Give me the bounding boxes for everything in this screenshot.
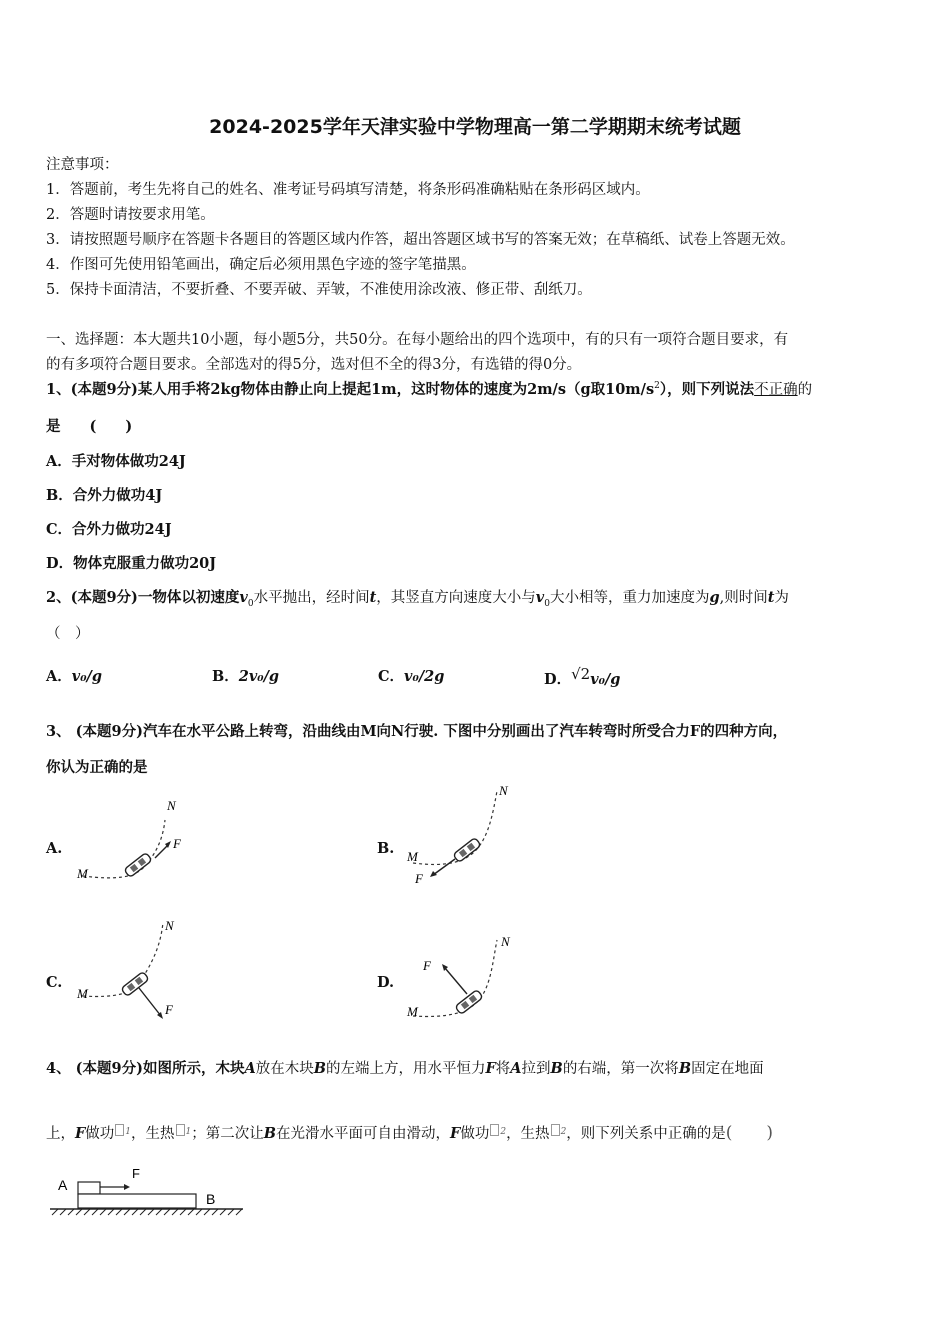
block-b <box>78 1194 196 1208</box>
question-3-option-a-label: A. <box>46 840 63 857</box>
force-arrowhead <box>124 1184 130 1190</box>
force-arrow <box>445 968 467 994</box>
question-3-option-b-label: B. <box>377 840 395 857</box>
question-3-option-d-label: D. <box>377 974 395 991</box>
label-f: F <box>415 871 423 886</box>
question-1-option-a: A．手对物体做功24J <box>46 453 186 470</box>
notice-item: 2．答题时请按要求用笔。 <box>46 207 215 223</box>
label-m: M <box>407 849 418 864</box>
question-3-stem-line2: 你认为正确的是 <box>46 759 148 776</box>
question-3-diagram-a <box>75 798 195 892</box>
label-a: A <box>58 1177 68 1193</box>
label-f: F <box>165 1002 173 1017</box>
question-3-diagram-c <box>75 916 195 1030</box>
notice-heading: 注意事项： <box>46 157 119 173</box>
curve-path <box>83 922 163 996</box>
section-intro-line2: 的有多项符合题目要求。全部选对的得5分，选对但不全的得3分，有选错的得0分。 <box>46 357 582 373</box>
label-m: M <box>407 1004 418 1019</box>
question-3-option-c-label: C. <box>46 974 63 991</box>
label-f: F <box>423 958 431 973</box>
section-intro-line1: 一、选择题：本大题共10小题，每小题5分，共50分。在每小题给出的四个选项中，有的只有一项符合题目要求，有 <box>46 332 789 348</box>
car-icon <box>455 989 483 1014</box>
label-m: M <box>77 866 88 881</box>
question-3-diagram-d <box>405 930 525 1029</box>
block-a <box>78 1182 100 1194</box>
question-2-option-d: D．√2v₀/g <box>544 665 621 688</box>
question-3-diagram-b <box>405 783 525 892</box>
question-4-diagram <box>48 1162 248 1226</box>
question-3-stem: 3、 (本题9分)汽车在水平公路上转弯，沿曲线由M向N行驶. 下图中分别画出了汽车转弯时所受合力F的四种方向， <box>46 723 788 740</box>
notice-item: 4．作图可先使用铅笔画出，确定后必须用黑色字迹的签字笔描黑。 <box>46 257 476 273</box>
curve-path <box>83 820 165 878</box>
ground-hatch <box>52 1209 242 1215</box>
question-1-option-b: B．合外力做功4J <box>46 487 163 504</box>
label-n: N <box>501 934 510 949</box>
label-n: N <box>165 918 174 933</box>
question-2-option-a: A．v₀/g <box>46 668 102 685</box>
label-f: F <box>132 1166 140 1181</box>
notice-item: 5．保持卡面清洁，不要折叠、不要弄破、弄皱，不准使用涂改液、修正带、刮纸刀。 <box>46 282 592 298</box>
label-b: B <box>206 1191 216 1207</box>
question-1-stem-line2: 是 ( ) <box>46 418 133 435</box>
question-1-stem: 1、(本题9分)某人用手将2kg物体由静止向上提起1m，这时物体的速度为2m/s（g取$10m/s^2$），则下列说法不正确的 <box>46 381 813 398</box>
question-4-stem: 4、 (本题9分)如图所示，木块A放在木块B的左端上方，用水平恒力F将A拉到B的右端，第一次将B固定在地面 <box>46 1060 764 1077</box>
force-arrow <box>433 859 455 875</box>
notice-item: 1．答题前，考生先将自己的姓名、准考证号码填写清楚，将条形码准确粘贴在条形码区域内。 <box>46 182 650 198</box>
question-4-stem-line2: 上，F做功 $^1$，生热 $^1$；第二次让B在光滑水平面可自由滑动，F做功 $^2$，生热 $^2$，则下列关系中正确的是( ) <box>46 1123 774 1143</box>
force-arrowhead <box>430 871 437 877</box>
notice-item: 3．请按照题号顺序在答题卡各题目的答题区域内作答，超出答题区域书写的答案无效；在草稿纸、试卷上答题无效。 <box>46 232 795 248</box>
label-n: N <box>499 783 508 798</box>
force-arrow <box>139 988 161 1016</box>
question-2-option-c: C．v₀/2g <box>378 668 445 685</box>
question-2-paren: （ ） <box>46 626 90 642</box>
car-icon <box>121 971 149 996</box>
question-2-option-b: B．2v₀/g <box>212 668 280 685</box>
page-title: 2024-2025学年天津实验中学物理高一第二学期期末统考试题 <box>209 116 741 138</box>
question-2-stem: 2、(本题9分)一物体以初速度$v_0$水平抛出，经时间t，其竖直方向速度大小与$v_0$大小相等，重力加速度为g,则时间t为 <box>46 589 789 609</box>
curve-path <box>413 940 497 1016</box>
question-1-option-d: D．物体克服重力做功20J <box>46 555 217 572</box>
question-1-option-c: C．合外力做功24J <box>46 521 172 538</box>
label-m: M <box>77 986 88 1001</box>
label-n: N <box>167 798 176 813</box>
car-icon <box>124 852 152 877</box>
label-f: F <box>173 836 181 851</box>
